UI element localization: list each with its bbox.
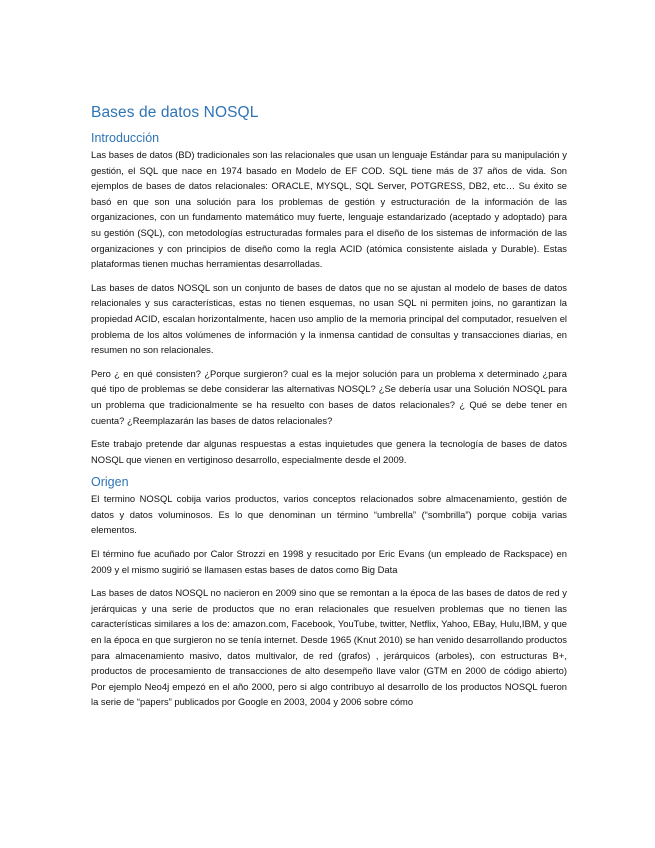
document-title: Bases de datos NOSQL [91, 104, 259, 121]
paragraph: El término fue acuñado por Calor Strozzi en 1998 y resucitado por Eric Evans (un empleado de Rackspace) en 2009 y el mismo sugirió se llamasen estas bases de datos como Big Data [91, 548, 567, 575]
section-heading-origen: Origen [91, 475, 129, 490]
section-heading-introduccion: Introducción [91, 131, 160, 145]
paragraph: Este trabajo pretende dar algunas respuestas a estas inquietudes que genera la tecnología de bases de datos NOSQL que vienen en vertiginoso desarrollo, especialmente desde el 2009. [91, 438, 567, 465]
paragraph: Las bases de datos NOSQL no nacieron en 2009 sino que se remontan a la época de las bases de datos de red y jerárquicas y una serie de productos que no eran relacionales que resuelven problemas que no tienen las características similares a los de: amazon.com, Facebook, YouTube, twitter, Netflix, Yahoo, EBay, Hulu,IBM, y que en la época en que surgieron no se tenía internet. Desde 1965 (Knut 2010) se han venido desarrollando productos para almacenamiento masivo, datos multivalor, de red (grafos) , jerárquicos (arboles), con estructuras B+, productos de procesamiento de transacciones de alto desempeño llave valor (GTM en 2000 de código abierto) Por ejemplo Neo4j empezó en el año 2000, pero si algo contribuyo al desarrollo de los productos NOSQL fueron la serie de “papers” publicados por Google en 2003, 2004 y 2006 sobre cómo [91, 587, 567, 708]
paragraph: Las bases de datos (BD) tradicionales son las relacionales que usan un lenguaje Estándar para su manipulación y gestión, el SQL que nace en 1974 basado en Modelo de EF COD. SQL tiene más de 37 años de vida. Son ejemplos de bases de datos relacionales: ORACLE, MYSQL, SQL Server, POTGRESS, DB2, etc… Su éxito se basó en que son una solución para los problemas de gestión y estructuración de la información de las organizaciones, con un fundamento matemático muy fuerte, lenguaje estandarizado (aceptado y adoptado) para su gestión (SQL), con metodologías estructuradas formales para el diseño de los sistemas de información de las organizaciones y con principios de diseño como la regla ACID (atómica consistente aislada y Durable). Estas plataformas tienen muchas herramientas desarrolladas. [91, 149, 567, 270]
paragraph: El termino NOSQL cobija varios productos, varios conceptos relacionados sobre almacenamiento, gestión de datos y datos voluminosos. Es lo que denominan un término “umbrella” (“sombrilla”) porque cobija varias elementos. [91, 493, 567, 536]
paragraph: Las bases de datos NOSQL son un conjunto de bases de datos que no se ajustan al modelo de bases de datos relacionales y sus características, estas no tienen esquemas, no usan SQL ni permiten joins, no garantizan la propiedad ACID, escalan horizontalmente, hacen uso amplio de la memoria principal del computador, resuelven el problema de los altos volúmenes de información y la inmensa cantidad de consultas y transacciones diarias, en resumen no son relacionales. [91, 281, 567, 356]
section-introduccion [91, 131, 567, 467]
section-origen [91, 475, 567, 710]
paragraph: Pero ¿ en qué consisten? ¿Porque surgieron? cual es la mejor solución para un problema x determinado ¿para qué tipo de problemas se debe considerar las alternativas NOSQL? ¿Se debería usar una Solución NOSQL para un problema que tradicionalmente se ha resuelto con bases de datos relacionales? ¿ Qué se debe tener en cuenta? ¿Reemplazarán las bases de datos relacionales? [91, 367, 567, 426]
